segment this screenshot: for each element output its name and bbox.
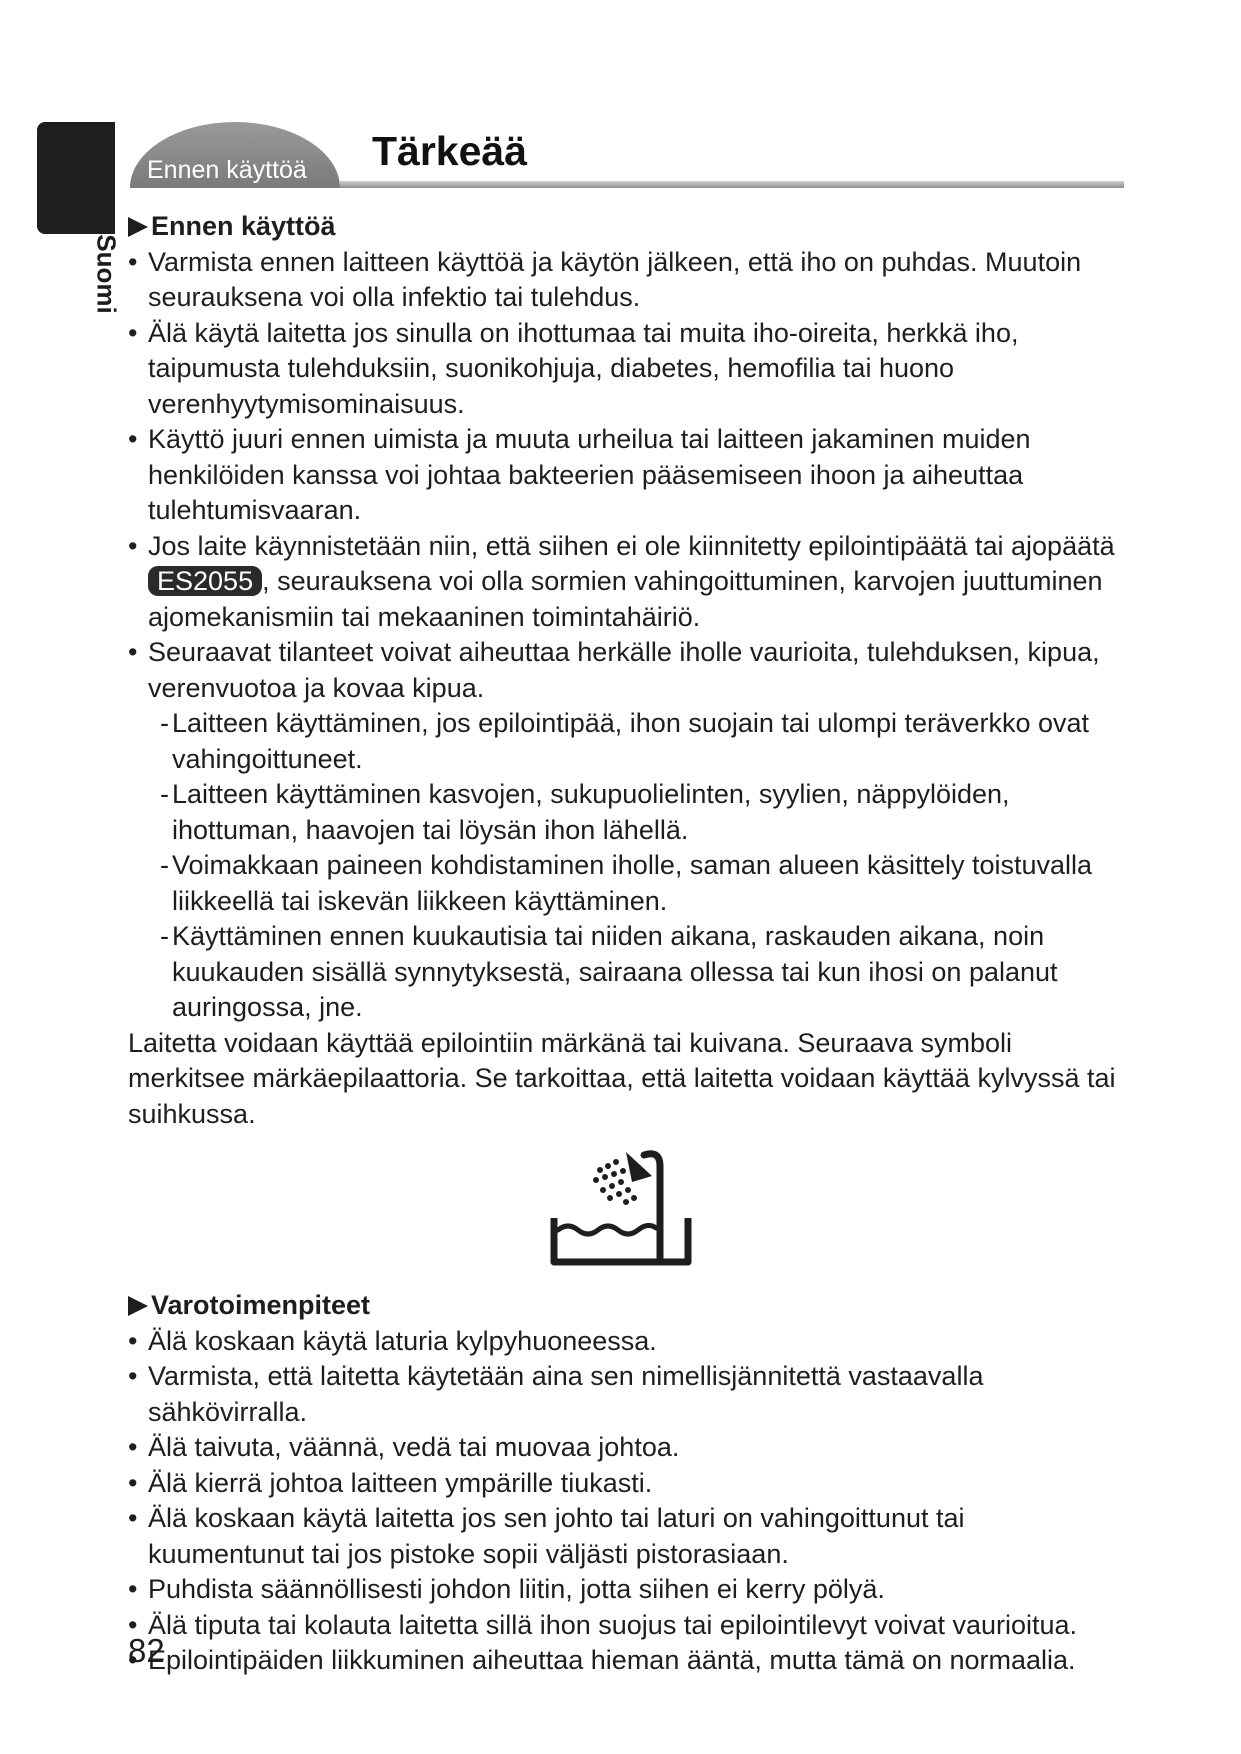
- model-badge: ES2055: [148, 566, 262, 596]
- precautions-heading-text: Varotoimenpiteet: [151, 1290, 371, 1320]
- list-item-text: Jos laite käynnistetään niin, että siihen ei ole kiinnitetty epilointipäätä tai ajopäätä: [148, 530, 1115, 561]
- precautions-list: [128, 1324, 1128, 1679]
- page-number: 82: [128, 1632, 165, 1669]
- wet-dry-paragraph: Laitetta voidaan käyttää epilointiin märkänä tai kuivana. Seuraava symboli merkitsee märkäepilaattoria. Se tarkoittaa, että laitetta voidaan käyttää kylvyssä tai suihkussa.: [128, 1027, 1116, 1129]
- language-label: Suomi: [91, 234, 122, 314]
- section-tab-label: Ennen käyttöä: [147, 156, 307, 184]
- language-tab-marker: [37, 122, 115, 234]
- before-use-list: [128, 245, 1128, 1026]
- sub-list-item: - Laitteen käyttäminen, jos epilointipää, ihon suojain tai ulompi teräverkko ovat vahingoittuneet.: [160, 706, 1128, 777]
- sub-list-item: - Voimakkaan paineen kohdistaminen iholle, saman alueen käsittely toistuvalla liikkeellä tai iskevän liikkeen käyttäminen.: [160, 848, 1128, 919]
- list-item: • Älä taivuta, väännä, vedä tai muovaa johtoa.: [128, 1430, 1128, 1466]
- list-item: • Puhdista säännöllisesti johdon liitin, jotta siihen ei kerry pölyä.: [128, 1572, 1128, 1608]
- list-item-text: Seuraavat tilanteet voivat aiheuttaa herkälle iholle vaurioita, tulehduksen, kipua, verenvuotoa ja kovaa kipua.: [148, 637, 1100, 703]
- sub-list: [148, 706, 1128, 1026]
- precautions-heading: [128, 1288, 1128, 1324]
- list-item: • Älä käytä laitetta jos sinulla on ihottumaa tai muita iho-oireita, herkkä iho, taipumusta tulehduksiin, suonikohjuja, diabetes, hemofilia tai huono verenhyytymisominaisuus.: [128, 316, 1128, 423]
- list-item: • Älä koskaan käytä laturia kylpyhuoneessa.: [128, 1324, 1128, 1360]
- page-content: [128, 209, 1128, 1679]
- before-use-heading: [128, 209, 1128, 245]
- list-item: [128, 635, 1128, 1026]
- page-title: Tärkeää: [372, 128, 528, 174]
- triangle-bullet-icon: [128, 217, 148, 237]
- list-item: • Varmista ennen laitteen käyttöä ja käytön jälkeen, että iho on puhdas. Muutoin seurauksena voi olla infektio tai tulehdus.: [128, 245, 1128, 316]
- list-item: [128, 529, 1128, 636]
- list-item: • Varmista, että laitetta käytetään aina sen nimellisjännitettä vastaavalla sähkövirralla.: [128, 1359, 1128, 1430]
- sub-list-item: - Käyttäminen ennen kuukautisia tai niiden aikana, raskauden aikana, noin kuukauden sisällä synnytyksestä, sairaana ollessa tai kun ihosi on palanut auringossa, jne.: [160, 919, 1128, 1026]
- list-item: • Älä koskaan käytä laitetta jos sen johto tai laturi on vahingoittunut tai kuumentunut tai jos pistoke sopii väljästi pistorasiaan.: [128, 1501, 1128, 1572]
- triangle-bullet-icon: [128, 1296, 148, 1316]
- list-item: • Älä kierrä johtoa laitteen ympärille tiukasti.: [128, 1466, 1128, 1502]
- symbol-area: [128, 1132, 1128, 1280]
- list-item: • Käyttö juuri ennen uimista ja muuta urheilua tai laitteen jakaminen muiden henkilöiden kanssa voi johtaa bakteerien pääsemiseen ihoon ja aiheuttaa tulehtumisvaaran.: [128, 422, 1128, 529]
- before-use-heading-text: Ennen käyttöä: [151, 211, 336, 241]
- bath-shower-icon: [548, 1146, 694, 1268]
- list-item: • Älä tiputa tai kolauta laitetta sillä ihon suojus tai epilointilevyt voivat vaurioitua.: [128, 1608, 1128, 1644]
- list-item: • Epilointipäiden liikkuminen aiheuttaa hieman ääntä, mutta tämä on normaalia.: [128, 1643, 1128, 1679]
- sub-list-item: - Laitteen käyttäminen kasvojen, sukupuolielinten, syylien, näppylöiden, ihottuman, haavojen tai löysän ihon lähellä.: [160, 777, 1128, 848]
- title-underline: [340, 181, 1124, 188]
- list-item-text: , seurauksena voi olla sormien vahingoittuminen, karvojen juuttuminen ajomekanismiin tai mekaaninen toimintahäiriö.: [148, 566, 1103, 632]
